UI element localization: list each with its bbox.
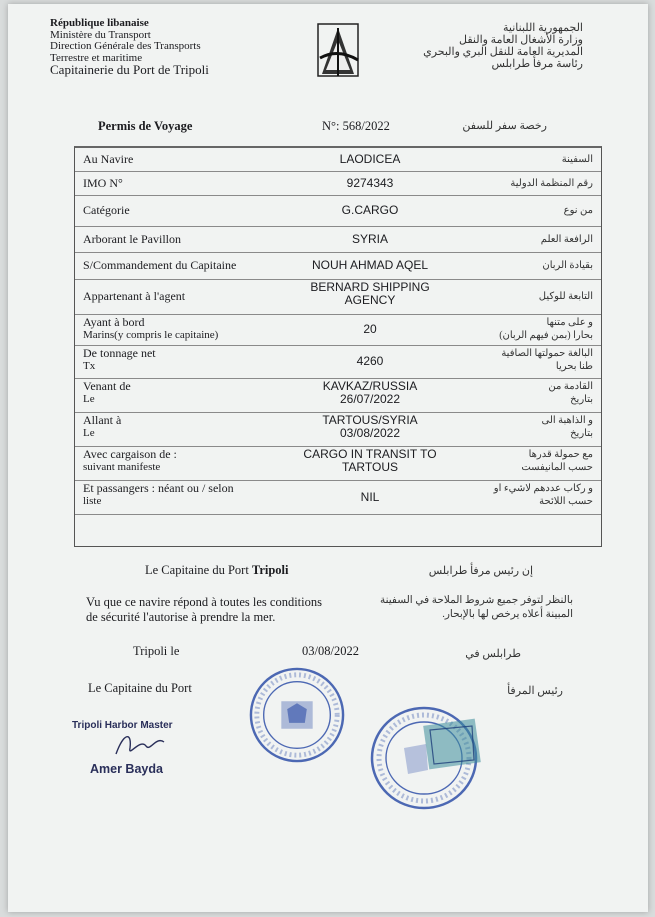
vessel-details-table [74, 146, 602, 547]
row-label-line: suivant manifeste [83, 460, 161, 473]
table-row [75, 378, 601, 413]
row-value [275, 491, 465, 504]
row-label-line: S/Commandement du Capitaine [83, 258, 237, 272]
row-label-ar-line: التابعة للوكيل [538, 291, 593, 302]
row-value-line: BERNARD SHIPPING [310, 280, 430, 294]
row-value [275, 153, 465, 166]
table-row [75, 226, 601, 253]
row-value [275, 177, 465, 190]
row-label-ar-line: بحارا (بمن فيهم الربان) [499, 330, 593, 341]
row-label-line: Et passangers : néant ou / selon [83, 481, 234, 495]
captain-port: Tripoli [251, 563, 289, 577]
ministry-header-fr [50, 18, 209, 76]
row-label [83, 153, 133, 166]
row-label [83, 347, 156, 372]
row-label [83, 259, 236, 272]
row-label-line: Le [83, 426, 95, 439]
row-label-ar-line: و الذاهبة الى [541, 415, 593, 426]
row-label-line: De tonnage net [83, 346, 156, 360]
captain-heading [145, 563, 289, 578]
row-value [275, 448, 465, 473]
row-label-line: Arborant le Pavillon [83, 231, 181, 246]
clearance-statement [86, 595, 322, 625]
table-row [75, 314, 601, 346]
row-label [83, 380, 131, 405]
permit-title: Permis de Voyage [98, 119, 193, 133]
ministry-emblem-icon [314, 18, 364, 84]
row-value [275, 204, 465, 217]
table-row [75, 412, 601, 447]
row-label-line: Venant de [83, 379, 131, 393]
row-value-line: 9274343 [346, 175, 394, 190]
captain-heading-ar: إن رئيس مرفأ طرابلس [428, 565, 533, 577]
row-label-ar-line: بتاريخ [570, 428, 593, 439]
row-value-line: NOUH AHMAD AQEL [311, 258, 429, 272]
row-label-line: Au Navire [83, 152, 134, 166]
row-label-ar-line: مع حمولة قدرها [528, 449, 593, 460]
row-label-ar [562, 153, 593, 166]
header-line: Ministère du Transport [50, 28, 151, 41]
row-label [83, 204, 130, 217]
permit-title-ar: رخصة سفر للسفن [462, 120, 547, 132]
header-line: République libanaise [50, 17, 149, 29]
row-label [83, 448, 177, 473]
row-value-line: KAVKAZ/RUSSIA [322, 379, 418, 393]
row-value-line: LAODICEA [339, 152, 401, 166]
row-label-line: Catégorie [83, 203, 130, 217]
row-value [275, 281, 465, 306]
row-value-line: NIL [360, 489, 380, 504]
official-stamp [248, 666, 346, 764]
row-label-line: Tx [83, 359, 96, 372]
row-label [83, 290, 185, 303]
row-label-ar [542, 414, 594, 440]
row-label-ar [501, 347, 593, 373]
row-value-line: TARTOUS/SYRIA [322, 413, 418, 427]
header-line: Capitainerie du Port de Tripoli [50, 62, 209, 77]
row-label-ar [539, 290, 593, 303]
row-label [83, 316, 218, 341]
row-label-line: Allant à [83, 413, 122, 427]
row-value [275, 259, 465, 272]
clearance-line: Vu que ce navire répond à toutes les conditions [86, 595, 322, 609]
row-label-ar-line: الرافعة العلم [540, 233, 593, 245]
header-ar-line: وزارة الأشغال العامة والنقل [459, 34, 583, 46]
row-label-line: Le [83, 392, 95, 405]
table-row [75, 148, 601, 172]
row-label [83, 482, 234, 507]
captain-prefix: Le Capitaine du Port [145, 563, 249, 577]
row-label [83, 414, 121, 439]
row-label-ar [548, 380, 593, 406]
customs-stamp [368, 700, 484, 812]
row-label-ar [541, 233, 593, 246]
captain-signature-label: Le Capitaine du Port [88, 681, 192, 695]
issue-place-ar: طرابلس في [465, 648, 521, 660]
table-row [75, 345, 601, 379]
row-label-ar-line: القادمة من [548, 381, 593, 392]
row-label-ar-line: و ركاب عددهم لاشيء او [493, 483, 593, 494]
row-value [275, 323, 465, 336]
handwritten-signature [110, 728, 170, 760]
issue-date: 03/08/2022 [302, 644, 359, 658]
issue-place: Tripoli le [133, 644, 180, 658]
row-value-line: 4260 [356, 354, 384, 368]
row-value-line: SYRIA [351, 231, 388, 246]
row-label-ar-line: طنا بحريا [555, 361, 593, 372]
header-ar-line: المديرية العامة للنقل البري والبحري [423, 46, 583, 58]
table-row [75, 252, 601, 280]
row-label-ar [521, 448, 593, 474]
clearance-ar-line: بالنظر لتوفر جميع شروط الملاحة في السفينة [379, 595, 573, 606]
row-value-line: TARTOUS [341, 459, 398, 474]
table-row [75, 279, 601, 315]
table-row [75, 171, 601, 196]
row-label-ar [510, 177, 593, 190]
clearance-line: de sécurité l'autorise à prendre la mer. [86, 610, 276, 624]
row-label-ar-line: حسب اللائحة [539, 496, 593, 507]
row-label-line: Avec cargaison de : [83, 447, 177, 461]
row-label-ar-line: حسب المانيفست [521, 462, 593, 473]
signatory-name: Amer Bayda [90, 762, 163, 776]
row-value-line: G.CARGO [341, 203, 399, 217]
row-label-line: Marins(y compris le capitaine) [83, 328, 219, 341]
row-label-ar-line: بتاريخ [570, 394, 593, 405]
row-value-line: AGENCY [344, 292, 396, 307]
row-label-ar [499, 316, 593, 342]
header-line: Terrestre et maritime [50, 51, 143, 64]
row-value-line: CARGO IN TRANSIT TO [303, 447, 437, 461]
row-label-line: liste [83, 494, 102, 507]
row-label-ar [494, 482, 593, 508]
row-label-ar-line: و على متنها [546, 317, 593, 328]
captain-signature-label-ar: رئيس المرفأ [507, 685, 563, 697]
row-label-ar-line: من نوع [563, 205, 593, 216]
header-line: Direction Générale des Transports [50, 40, 201, 52]
clearance-statement-ar [380, 594, 573, 622]
row-label-ar-line: البالغة حمولتها الصافية [501, 348, 593, 359]
table-row [75, 480, 601, 515]
permit-number: N°: 568/2022 [322, 119, 390, 133]
row-label [83, 233, 181, 246]
row-value-line: 26/07/2022 [339, 391, 401, 406]
row-label-ar [564, 204, 593, 217]
table-row [75, 446, 601, 481]
header-ar-line: الجمهورية اللبنانية [503, 22, 583, 34]
row-label-line: IMO N° [83, 175, 123, 190]
row-label-ar-line: بقيادة الربان [542, 260, 593, 271]
row-label-line: Appartenant à l'agent [83, 289, 186, 303]
header-ar-line: رئاسة مرفأ طرابلس [491, 58, 583, 70]
row-label [83, 177, 123, 190]
table-row [75, 195, 601, 227]
harbor-master-title: Tripoli Harbor Master [72, 720, 173, 731]
row-label-ar [542, 259, 593, 272]
row-value [275, 414, 465, 439]
row-value [275, 355, 465, 368]
clearance-ar-line: المبينة أعلاه يرخص لها بالإبحار. [442, 609, 573, 620]
row-value-line: 03/08/2022 [339, 425, 401, 440]
row-value-line: 20 [363, 322, 377, 336]
row-label-ar-line: رقم المنظمة الدولية [510, 177, 593, 189]
ministry-header-ar [423, 22, 583, 70]
row-label-ar-line: السفينة [561, 154, 593, 165]
row-label-line: Ayant à bord [83, 315, 145, 329]
row-value [275, 233, 465, 246]
row-value [275, 380, 465, 405]
